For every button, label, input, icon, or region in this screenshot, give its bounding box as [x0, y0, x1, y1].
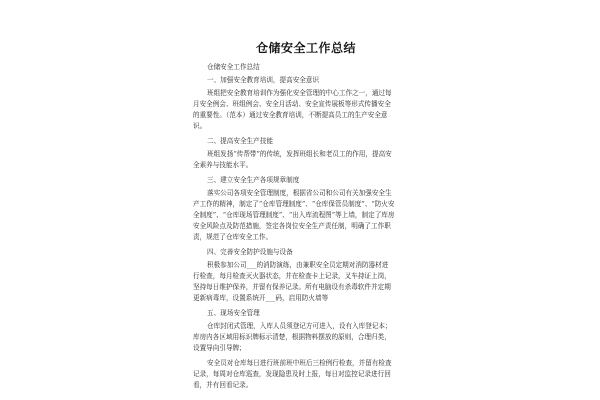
document-subtitle: 仓储安全工作总结	[207, 63, 260, 71]
section-body-5	[193, 321, 419, 354]
paragraph-line: 班组发扬“传帮带”的传统，发挥班组长和老员工的作用，提高安	[207, 150, 392, 158]
paragraph-line: 仓库封闭式管理，入库人员须登记方可进入，设有入库登记本；	[207, 322, 392, 330]
section-heading-1: 一、加强安全教育培训，提高安全意识	[207, 76, 320, 84]
section-heading-2: 二、提高安全生产技能	[207, 137, 273, 145]
paragraph-line: 设置导向引导牌；	[193, 344, 246, 352]
paragraph-line: 落实公司各项安全管理制度，根据省公司和公司有关加强安全生	[207, 189, 392, 197]
paragraph-line: 责，规范了仓库安全工作。	[193, 233, 273, 241]
section-heading-3: 三、建立安全生产各项规章制度	[207, 176, 300, 184]
paragraph-line: 坚持每日维护保养，并留有保养记录。所有电脑设有杀毒软件并定期	[193, 283, 391, 291]
section-body-3	[193, 188, 419, 243]
section-body-1	[193, 88, 419, 132]
paragraph-line: 行检查，每月检查灭火器状态，并在检查卡上记录，叉车持证上岗，	[193, 272, 391, 280]
paragraph-line: 班组把安全教育培训作为强化安全管理的中心工作之一，通过每	[207, 89, 392, 97]
document-body	[193, 40, 419, 395]
paragraph-line: 安全员对仓库每日进行班前班中班后三检例行检查，并留有检查	[207, 359, 392, 367]
paragraph-line: 全制度”、“仓库现场管理制度”、“出入库流程图”等上墙，制定了库房	[193, 211, 395, 219]
paragraph-line: 记录，每周对仓库巡查，发现隐患及时上报，每日对监控记录进行回	[193, 370, 391, 378]
paragraph-line: 产工作的精神，制定了“仓库管理制度”、“仓库保管员制度”、“防火安	[193, 200, 395, 208]
paragraph-line: 库房内各区域用标识牌标示清楚，根据物料摆放的原则，合理归类，	[193, 333, 391, 341]
section-heading-4: 四、完善安全防护设施与设备	[207, 248, 293, 256]
paragraph-line: 更新病毒库，设置系统开___码，启用防火墙等	[193, 294, 329, 302]
document-title: 仓储安全工作总结	[255, 41, 356, 55]
paragraph-line: 的重要性。（范本）通过安全教育培训，不断提高员工的生产安全意	[193, 111, 388, 119]
section-heading-5: 五、现场安全管理	[207, 309, 260, 317]
paragraph-line: 全素养与技能水平。	[193, 161, 253, 169]
closing-paragraph	[193, 358, 419, 391]
section-body-2	[193, 149, 419, 171]
section-body-4	[193, 260, 419, 304]
paragraph-line: 积极参加公司___的消防演练，由兼职安全员定期对消防器材进	[207, 261, 389, 269]
paragraph-line: 看，并有回看记录。	[193, 381, 253, 389]
paragraph-line: 安全风险点及防范措施，签定各岗位安全生产责任制，明确了工作职	[193, 222, 391, 230]
paragraph-line: 月安全例会、班组例会、安全月活动、安全宣传展板等形式传播安全	[193, 100, 391, 108]
paragraph-line: 识。	[193, 122, 207, 130]
